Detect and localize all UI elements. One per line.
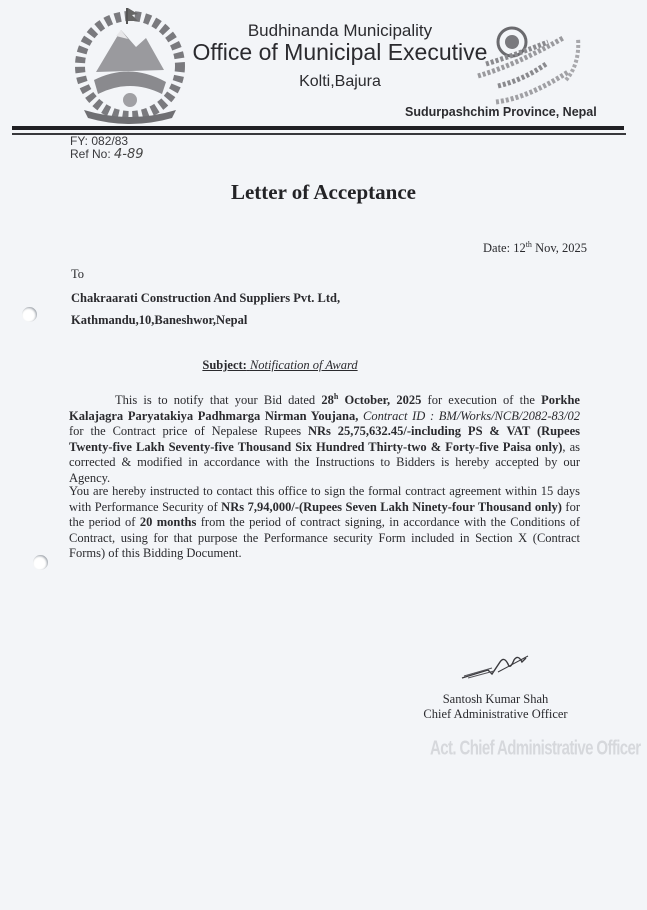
para2-text: from the period of contract signing, in accordance with the Conditions of Contract, using for that purpose the Performance security Form included in Section X (Contract Forms) of this Bidding Document. — [69, 515, 580, 560]
bid-day: 28 — [321, 393, 334, 408]
signatory-block — [418, 692, 573, 722]
bid-date-rest: October, 2025 — [338, 393, 422, 408]
subject-text: Notification of Award — [249, 358, 358, 372]
letter-date — [483, 240, 587, 256]
project-name: Porkhe Kalajagra Paryatakiya Padhmarga Nirman Youjana, — [69, 393, 580, 423]
reference-value: 4-89 — [114, 147, 144, 162]
recipient-to: To — [71, 267, 85, 281]
date-day: 12 — [513, 241, 526, 256]
para2-text: You are hereby instructed to contact this office to sign the formal contract agreement within 15 days with Performance Security of — [69, 484, 580, 514]
punch-hole — [33, 555, 48, 570]
designation-stamp — [430, 734, 641, 764]
province-name: Sudurpashchim Province, Nepal — [405, 105, 597, 119]
handwritten-signature-icon — [458, 648, 530, 684]
recipient-name: Chakraarati Construction And Suppliers Pvt. Ltd, — [71, 291, 341, 305]
fiscal-year-value: 082/83 — [91, 134, 129, 148]
date-rest: Nov, 2025 — [535, 241, 588, 256]
bid-day-suffix: h — [333, 392, 339, 401]
performance-security: NRs 7,94,000/-(Rupees Seven Lakh Ninety-four Thousand only) — [221, 499, 562, 514]
contract-id: Contract ID : BM/Works/NCB/2082-83/02 — [358, 408, 580, 423]
nepal-coat-of-arms-icon — [66, 2, 194, 127]
reference-number — [70, 147, 144, 162]
security-period: 20 months — [139, 515, 197, 529]
para1-text: for the Contract price of Nepalese Rupees — [69, 424, 308, 439]
fiscal-year-label: FY: — [70, 134, 89, 148]
reference-label: Ref No: — [70, 147, 111, 161]
fiscal-year — [70, 134, 128, 148]
instruction-paragraph — [69, 484, 580, 562]
award-paragraph — [69, 389, 580, 486]
para2-text: for the period of — [69, 499, 580, 529]
contract-amount: NRs 25,75,632.45/-including PS & VAT (Rupees Twenty-five Lakh Seventy-five Thousand Six Hundred Thirty-two & Forty-five Paisa only) — [69, 424, 580, 454]
header-divider-thick — [12, 126, 624, 130]
municipal-seal-icon — [468, 24, 588, 112]
para1-text: This is to notify that your Bid dated — [115, 393, 322, 408]
para1-text: for execution of the — [421, 393, 542, 408]
office-location: Kolti,Bajura — [299, 73, 381, 90]
signatory-designation: Chief Administrative Officer — [423, 707, 568, 721]
date-label: Date: — [483, 241, 511, 256]
municipality-name: Budhinanda Municipality — [247, 21, 433, 40]
document-title: Letter of Acceptance — [230, 180, 417, 204]
subject-label: Subject: — [202, 358, 247, 372]
para1-text: , as corrected & modified in accordance with the Instructions to Bidders is hereby accepted by our Agency. — [69, 439, 580, 485]
punch-hole — [22, 307, 37, 322]
signatory-name: Santosh Kumar Shah — [442, 692, 549, 706]
date-day-suffix: th — [525, 240, 532, 249]
bid-date — [321, 393, 421, 407]
designation-stamp-text: Act. Chief Administrative Officer — [430, 736, 641, 760]
subject-line — [0, 358, 560, 373]
office-name: Office of Municipal Executive — [192, 39, 488, 65]
recipient-address: Kathmandu,10,Baneshwor,Nepal — [71, 313, 248, 327]
